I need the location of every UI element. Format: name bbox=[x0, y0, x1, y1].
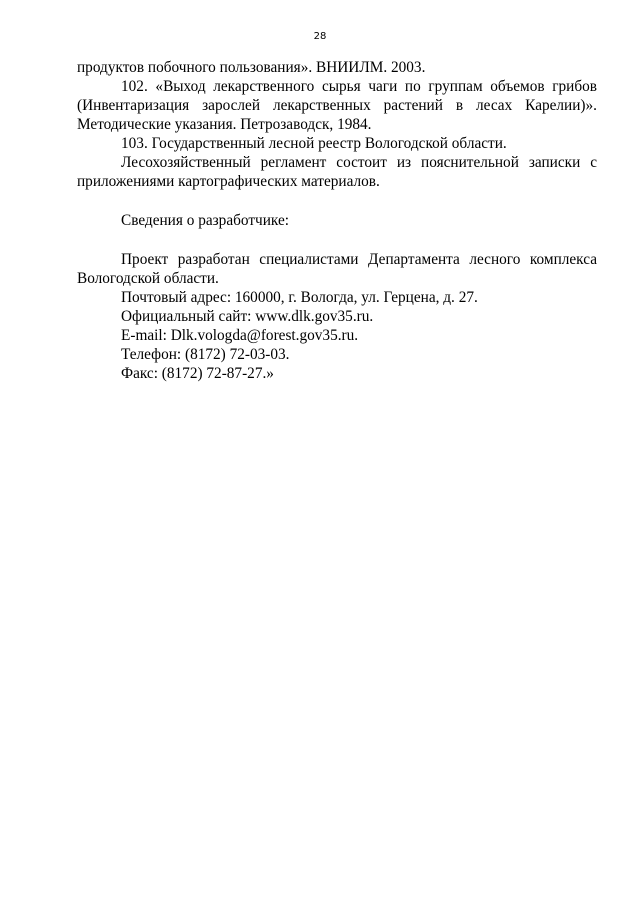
spacer bbox=[77, 191, 597, 211]
developer-heading: Сведения о разработчике: bbox=[121, 212, 290, 229]
page-number: 28 bbox=[313, 31, 327, 42]
official-site: Официальный сайт: www.dlk.gov35.ru. bbox=[121, 308, 374, 325]
email-line: E-mail: Dlk.vologda@forest.gov35.ru. bbox=[121, 327, 359, 344]
spacer bbox=[77, 230, 597, 250]
postal-address: Почтовый адрес: 160000, г. Вологда, ул. Герцена, д. 27. bbox=[121, 289, 478, 306]
regulation-composition-paragraph: Лесохозяйственный регламент состоит из пояснительной записки с приложениями картографических материалов. bbox=[77, 154, 597, 190]
document-body bbox=[77, 58, 597, 383]
developer-project: Проект разработан специалистами Департамента лесного комплекса Вологодской области. bbox=[77, 251, 597, 287]
reference-102: 102. «Выход лекарственного сырья чаги по группам объемов грибов (Инвентаризация зарослей лекарственных растений в лесах Карелии)». Методические указания. Петрозаводск, 1984. bbox=[77, 78, 597, 133]
paragraph-continuation: продуктов побочного пользования». ВНИИЛМ. 2003. bbox=[77, 59, 426, 76]
reference-103: 103. Государственный лесной реестр Вологодской области. bbox=[121, 135, 507, 152]
phone-line: Телефон: (8172) 72-03-03. bbox=[121, 346, 290, 363]
fax-line: Факс: (8172) 72-87-27.» bbox=[121, 365, 274, 382]
